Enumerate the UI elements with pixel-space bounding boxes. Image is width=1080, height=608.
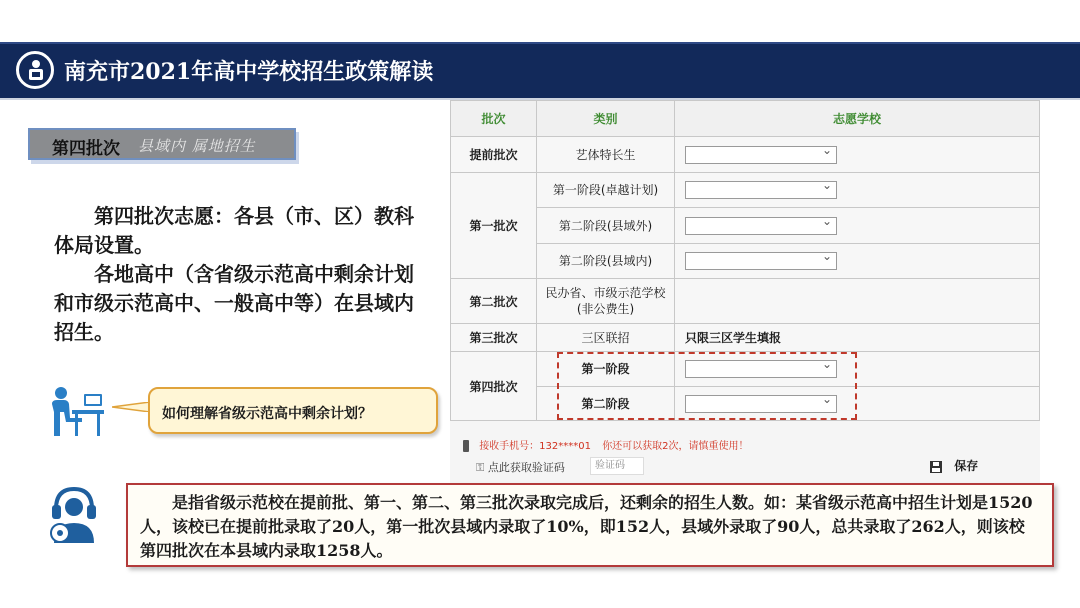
sms-message: 你还可以获取2次，请慎重使用！ xyxy=(602,441,749,452)
table-row xyxy=(451,173,1040,208)
section-tab xyxy=(28,128,296,160)
page-title: 南充市2021年高中学校招生政策解读 xyxy=(64,59,434,85)
row-category-third: 三区联招 xyxy=(537,324,675,352)
sms-phone-label: 接收手机号：132****01 xyxy=(479,441,591,452)
category-second-line2: (非公费生) xyxy=(576,302,635,316)
third-batch-note: 只限三区学生填报 xyxy=(675,324,1040,352)
consultant-icon xyxy=(48,384,106,440)
table-row xyxy=(451,137,1040,173)
school-cell xyxy=(675,279,1040,324)
row-category-first-3: 第二阶段(县域内) xyxy=(537,244,675,279)
body-paragraph-2: 各地高中（含省级示范高中剩余计划和市级示范高中、一般高中等）在县域内招生。 xyxy=(54,262,414,344)
header-school: 志愿学校 xyxy=(675,101,1040,137)
school-select-first-1[interactable] xyxy=(685,181,837,199)
section-tab-sub: 县域内 属地招生 xyxy=(138,137,256,155)
headset-icon xyxy=(46,483,102,545)
question-bubble xyxy=(148,387,438,434)
table-row xyxy=(451,324,1040,352)
row-category-fourth-1: 第一阶段 xyxy=(537,352,675,387)
row-category-art: 艺体特长生 xyxy=(537,137,675,173)
row-category-first-2: 第二阶段(县域外) xyxy=(537,208,675,244)
save-icon xyxy=(930,461,942,473)
table-row xyxy=(451,244,1040,279)
row-batch-fourth: 第四批次 xyxy=(451,352,537,421)
school-badge-icon xyxy=(16,51,54,89)
body-text xyxy=(54,202,432,347)
header-bar xyxy=(0,42,1080,98)
school-cell xyxy=(675,208,1040,244)
section-tab-main: 第四批次 xyxy=(52,139,120,159)
explanation-text: 是指省级示范校在提前批、第一、第二、第三批次录取完成后，还剩余的招生人数。如：某省级示范高中招生计划是1520人，该校已在提前批录取了20人，第一批次县域内录取了10%，即152人，县域外录取了90人，总共录取了262人，则该校第四批次在本县域内录取1258人。 xyxy=(140,493,1033,560)
table-row xyxy=(451,279,1040,324)
school-cell xyxy=(675,244,1040,279)
body-paragraph-1: 第四批次志愿：各县（市、区）教科体局设置。 xyxy=(54,204,414,257)
fourth-batch-highlight xyxy=(557,352,857,420)
verification-code-input[interactable]: 验证码 xyxy=(590,457,644,475)
key-icon: ⚿ xyxy=(476,461,485,474)
save-button[interactable] xyxy=(930,457,978,474)
row-category-first-1: 第一阶段(卓越计划) xyxy=(537,173,675,208)
question-text: 如何理解省级示范高中剩余计划？ xyxy=(162,406,372,422)
table-row xyxy=(451,208,1040,244)
row-category-fourth-2: 第二阶段 xyxy=(537,387,675,421)
bubble-tail xyxy=(112,402,150,412)
school-cell xyxy=(675,173,1040,208)
table-header-row xyxy=(451,101,1040,137)
header-batch: 批次 xyxy=(451,101,537,137)
save-label: 保存 xyxy=(954,459,979,473)
row-batch-third: 第三批次 xyxy=(451,324,537,352)
school-cell xyxy=(675,137,1040,173)
phone-icon xyxy=(462,440,470,452)
explanation-box xyxy=(126,483,1054,567)
sms-notice xyxy=(462,437,749,452)
row-category-second xyxy=(537,279,675,324)
school-select-first-3[interactable] xyxy=(685,252,837,270)
school-select-early[interactable] xyxy=(685,146,837,164)
row-batch-early: 提前批次 xyxy=(451,137,537,173)
category-second-line1: 民办省、市级示范学校 xyxy=(545,286,666,300)
header-category: 类别 xyxy=(537,101,675,137)
row-batch-second: 第二批次 xyxy=(451,279,537,324)
school-select-first-2[interactable] xyxy=(685,217,837,235)
get-code-link[interactable]: 点此获取验证码 xyxy=(487,461,565,474)
row-batch-first: 第一批次 xyxy=(451,173,537,279)
verification-row xyxy=(476,459,625,475)
